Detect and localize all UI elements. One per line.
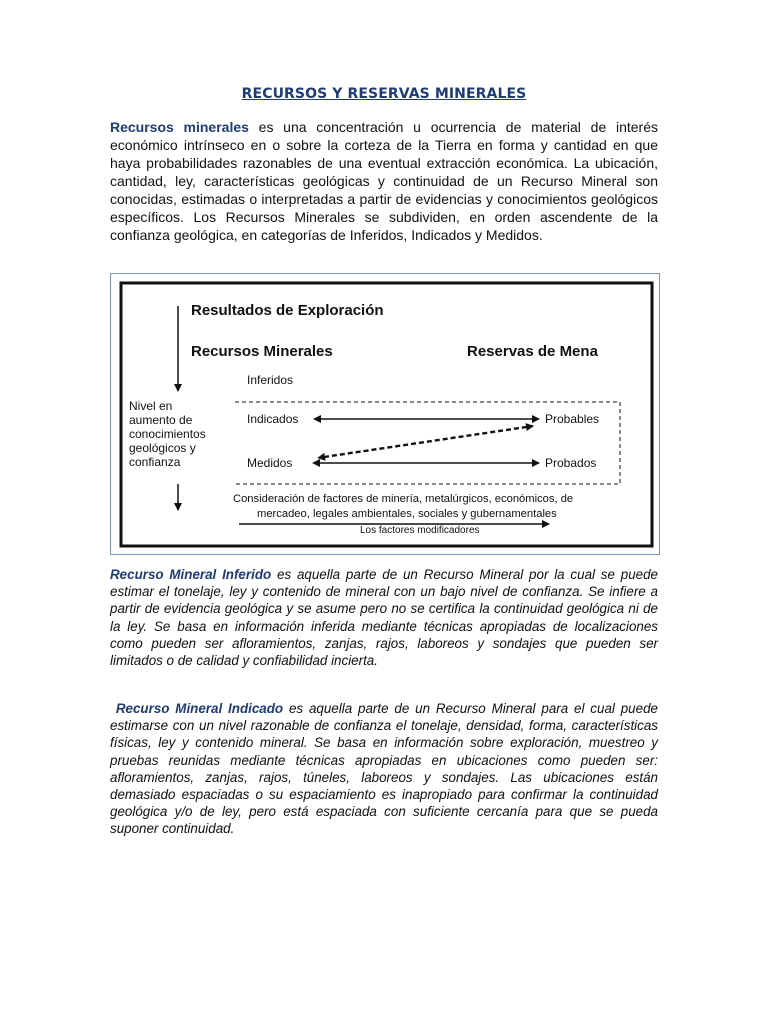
side-label-5: confianza: [129, 455, 181, 469]
paragraph-text: es una concentración u ocurrencia de material de interés económico intrínseco en o sobre la corteza de la Tierra en forma y cantidad en que haya probabilidades razonables de una eventual extracción económica. La ubicación, cantidad, ley, características geológicas y continuidad de un Recurso Mineral son conocidas, estimadas o interpretadas a partir de evidencias y conocimientos geológicos específicos. Los Recursos Minerales se subdividen, en orden ascendente de la confianza geológica, en categorías de Inferidos, Indicados y Medidos.: [110, 119, 658, 243]
left-header: Recursos Minerales: [191, 343, 333, 360]
label-probados: Probados: [545, 456, 597, 470]
modifying-factors-label: Los factores modificadores: [360, 525, 480, 536]
side-label-4: geológicos y: [129, 441, 196, 455]
arrow-diagonal-dashed: [324, 426, 533, 457]
paragraph-text: es aquella parte de un Recurso Mineral para el cual puede estimarse con un nivel razonable de confianza el tonelaje, densidad, forma, características físicas, ley y contenido mineral. Se basa en información sobre exploración, muestreo y pruebas reunidas mediante técnicas apropiadas en ubicaciones como pueden ser: afloramientos, zanjas, rajos, túneles, laboreos y sondajes. Las ubicaciones están demasiado espaciadas o su espaciamiento es inapropiado para confirmar la continuidad geológica y/o de ley, pero está espaciada con suficiente cercanía para que se pueda suponer continuidad.: [110, 701, 658, 837]
paragraph-inferido: [110, 566, 658, 669]
term-inferido: Recurso Mineral Inferido: [110, 567, 272, 582]
side-label-2: aumento de: [129, 413, 193, 427]
paragraph-recursos-minerales: [110, 118, 658, 244]
label-medidos: Medidos: [247, 456, 293, 470]
diagram-heading: Resultados de Exploración: [191, 302, 384, 319]
term-indicado: Recurso Mineral Indicado: [115, 701, 284, 716]
label-probables: Probables: [545, 412, 600, 426]
page-title: RECURSOS Y RESERVAS MINERALES: [241, 86, 527, 102]
factors-line-2: mercadeo, legales ambientales, sociales y gubernamentales: [257, 508, 557, 520]
right-header: Reservas de Mena: [467, 343, 598, 360]
term-recursos-minerales: Recursos minerales: [110, 119, 249, 135]
paragraph-text: es aquella parte de un Recurso Mineral por la cual se puede estimar el tonelaje, ley y contenido de mineral con un bajo nivel de confianza. Se infiere a partir de evidencia geológica y se asume pero no se certifica la continuidad geológica ni de la ley. Se basa en información inferida mediante técnicas apropiadas de localizaciones como pueden ser afloramientos, zanjas, rajos, laboreos y sondajes que pueden ser limitados o de calidad y confiabilidad incierta.: [110, 567, 658, 669]
side-label-3: conocimientos: [129, 427, 206, 441]
paragraph-indicado: [110, 700, 658, 838]
factors-line-1: Consideración de factores de minería, metalúrgicos, económicos, de: [233, 493, 574, 505]
exploration-diagram: [110, 273, 660, 555]
diagram-svg: [111, 274, 661, 556]
label-indicados: Indicados: [247, 412, 299, 426]
side-label-1: Nivel en: [129, 399, 173, 413]
label-inferidos: Inferidos: [247, 373, 294, 387]
